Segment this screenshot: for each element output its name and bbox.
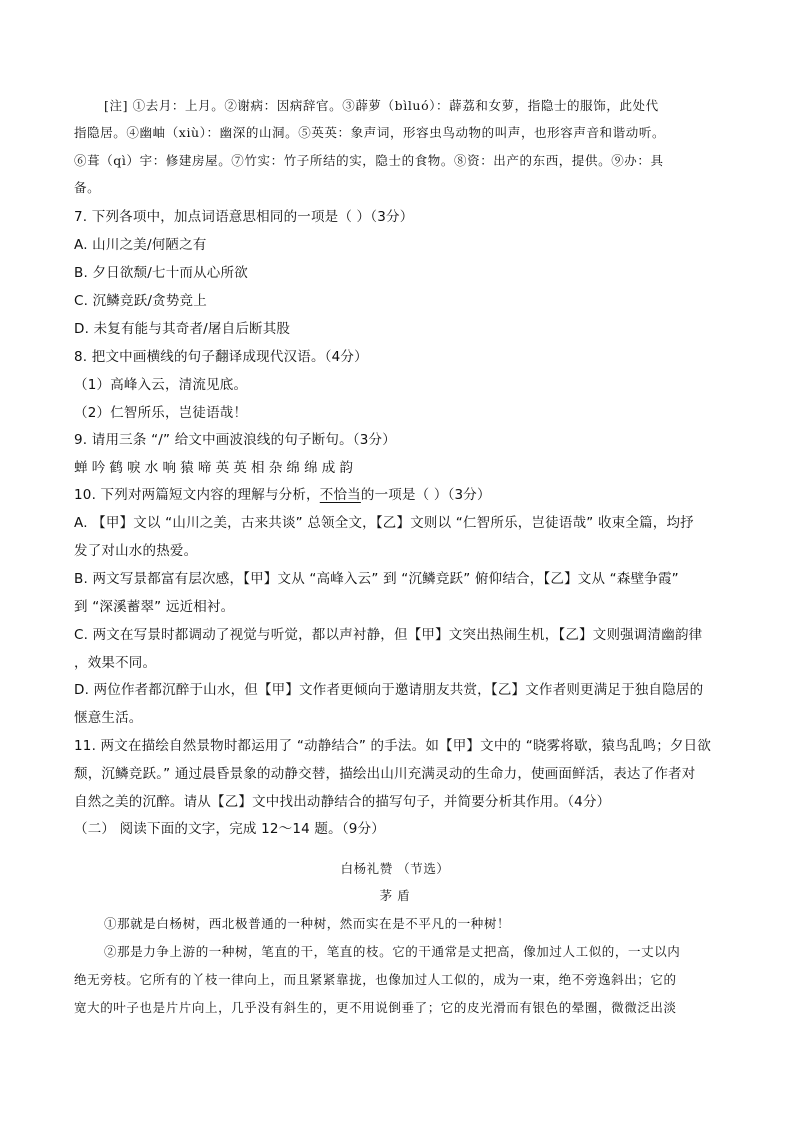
- question-11-line-2: 颓，沉鳞竞跃。” 通过晨昏景象的动静交替，描绘出山川充满灵动的生命力，使画面鲜活，表达了作者对: [74, 766, 696, 782]
- question-10-stem-before: 10. 下列对两篇短文内容的理解与分析，: [74, 487, 320, 503]
- section-2-heading: （二） 阅读下面的文字，完成 12～14 题。（9分）: [74, 821, 385, 837]
- question-9-stem: 9. 请用三条 “/” 给文中画波浪线的句子断句。（3分）: [74, 432, 396, 448]
- question-8-stem: 8. 把文中画横线的句子翻译成现代汉语。（4分）: [74, 349, 368, 365]
- question-10-line-6: ，效果不同。: [74, 655, 157, 671]
- question-7-option-a: A. 山川之美/何陋之有: [74, 237, 207, 253]
- note-line-2: 指隐居。④幽岫（xiù）：幽深的山洞。⑤英英：象声词，形容虫鸟动物的叫声，也形容声音和谐动听。: [74, 125, 666, 140]
- question-10-stem-emphasis: 不恰当: [319, 487, 361, 503]
- question-7-stem: 7. 下列各项中，加点词语意思相同的一项是（ ）（3分）: [74, 209, 414, 225]
- note-line-1: [注] ①去月：上月。②谢病：因病辞官。③薜萝（bìluó）：薜荔和女萝，指隐士的服饰，此处代: [104, 98, 659, 113]
- question-8-item-2: （2）仁智所乐，岂徒语哉！: [74, 405, 248, 421]
- question-8-item-1: （1）高峰入云，清流见底。: [74, 377, 248, 393]
- question-11-line-3: 自然之美的沉醉。请从【乙】文中找出动静结合的描写句子，并简要分析其作用。（4分）: [74, 794, 611, 810]
- note-line-4: 备。: [74, 180, 101, 195]
- question-10-line-7: D. 两位作者都沉醉于山水，但【甲】文作者更倾向于邀请朋友共赏，【乙】文作者则更满足于独自隐居的: [74, 682, 704, 698]
- question-10-line-8: 惬意生活。: [74, 710, 143, 726]
- question-10-stem-after: 的一项是（ ）（3分）: [360, 487, 491, 503]
- article-line-3: 绝无旁枝。它所有的丫枝一律向上，而且紧紧靠拢，也像加过人工似的，成为一束，绝不旁逸斜出；它的: [74, 972, 677, 987]
- question-10-line-5: C. 两文在写景时都调动了视觉与听觉，都以声衬静，但【甲】文突出热闹生机，【乙】文则强调清幽韵律: [74, 627, 703, 643]
- article-line-2: ②那是力争上游的一种树，笔直的干，笔直的枝。它的干通常是丈把高，像加过人工似的，一丈以内: [104, 944, 681, 959]
- article-title: 白杨礼赞 （节选）: [340, 861, 450, 876]
- question-10-stem: [74, 483, 491, 503]
- question-9-text: 蝉吟鹤唳水响猿啼英英相杂绵绵成韵: [74, 460, 358, 476]
- question-10-line-2: 发了对山水的热爱。: [74, 543, 198, 559]
- question-10-line-3: B. 两文写景都富有层次感，【甲】文从 “高峰入云” 到 “沉鳞竞跃” 俯仰结合，【乙】文从 “森壁争霞”: [74, 571, 679, 587]
- question-10-line-1: A. 【甲】文以 “山川之美，古来共谈” 总领全文，【乙】文则以 “仁智所乐，岂徒语哉” 收束全篇，均抒: [74, 515, 694, 531]
- article-line-1: ①那就是白杨树，西北极普通的一种树，然而实在是不平凡的一种树！: [104, 916, 511, 931]
- article-author: 茅 盾: [379, 888, 411, 903]
- note-line-3: ⑥葺（qì）宇：修建房屋。⑦竹实：竹子所结的实，隐士的食物。⑧资：出产的东西，提供。⑨办：具: [74, 153, 664, 168]
- question-7-option-b: B. 夕日欲颓/七十而从心所欲: [74, 265, 248, 281]
- question-7-option-d: D. 未复有能与其奇者/屠自后断其股: [74, 321, 291, 337]
- question-7-option-c: C. 沉鳞竞跃/贪势竞上: [74, 293, 207, 309]
- question-11-line-1: 11. 两文在描绘自然景物时都运用了 “动静结合” 的手法。如【甲】文中的 “晓雾将歇，猿鸟乱鸣；夕日欲: [74, 738, 712, 754]
- article-line-4: 宽大的叶子也是片片向上，几乎没有斜生的，更不用说倒垂了；它的皮光滑而有银色的晕圈，微微泛出淡: [74, 1000, 677, 1015]
- question-10-line-4: 到 “深溪蓄翠” 远近相衬。: [74, 599, 235, 615]
